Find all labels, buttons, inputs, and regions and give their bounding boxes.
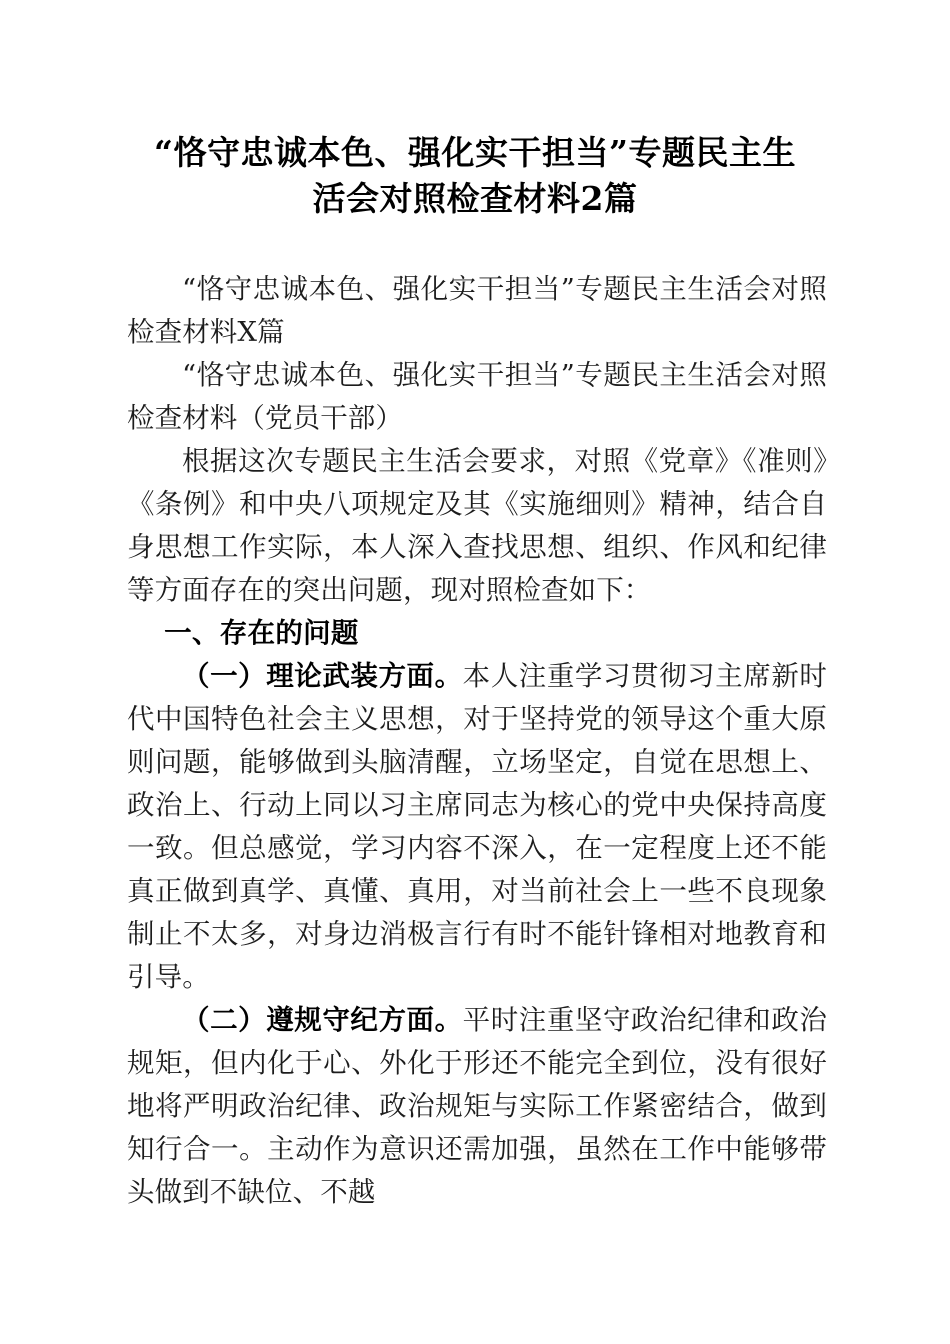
paragraph-section-1 xyxy=(127,655,827,999)
document-body xyxy=(127,268,827,1214)
document-title-line-1: “恪守忠诚本色、强化实干担当”专题民主生 xyxy=(154,133,796,172)
section-2-lead-label: （二）遵规守纪方面。 xyxy=(182,1004,463,1036)
section-heading-existing-problems: 一、存在的问题 xyxy=(164,617,359,649)
paragraph-subtitle-cadre: “恪守忠诚本色、强化实干担当”专题民主生活会对照检查材料（党员干部） xyxy=(127,359,827,434)
section-2-body-text: 平时注重坚守政治纪律和政治规矩，但内化于心、外化于形还不能完全到位，没有很好地将严明政治纪律、政治规矩与实际工作紧密结合，做到知行合一。主动作为意识还需加强，虽然在工作中能够带头做到不缺位、不越 xyxy=(127,1004,827,1208)
document-title xyxy=(127,130,823,222)
paragraph-preamble: 根据这次专题民主生活会要求，对照《党章》《准则》《条例》和中央八项规定及其《实施细则》精神，结合自身思想工作实际，本人深入查找思想、组织、作风和纪律等方面存在的突出问题，现对照检查如下： xyxy=(127,445,827,606)
section-1-body-text: 本人注重学习贯彻习主席新时代中国特色社会主义思想，对于坚持党的领导这个重大原则问题，能够做到头脑清醒，立场坚定，自觉在思想上、政治上、行动上同以习主席同志为核心的党中央保持高度一致。但总感觉，学习内容不深入，在一定程度上还不能真正做到真学、真懂、真用，对当前社会上一些不良现象制止不太多，对身边消极言行有时不能针锋相对地教育和引导。 xyxy=(127,660,827,993)
section-1-lead-label: （一）理论武装方面。 xyxy=(182,660,463,692)
document-title-line-2: 活会对照检查材料2篇 xyxy=(312,179,638,218)
paragraph-section-2 xyxy=(127,999,827,1214)
paragraph-subtitle-x: “恪守忠诚本色、强化实干担当”专题民主生活会对照检查材料X篇 xyxy=(127,273,827,348)
